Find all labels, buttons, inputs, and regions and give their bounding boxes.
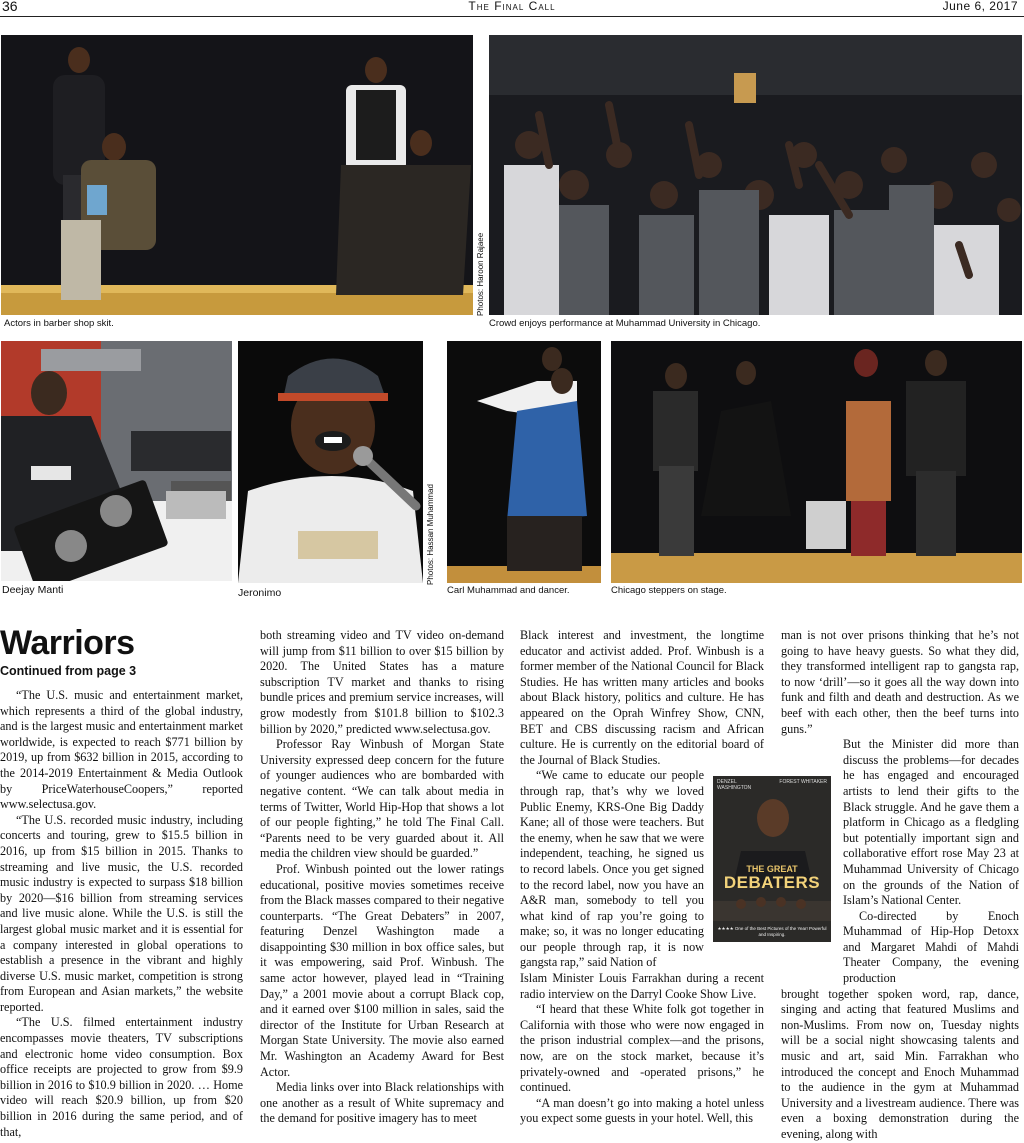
crowd-illustration [489, 35, 1022, 315]
issue-date: June 6, 2017 [942, 0, 1018, 13]
paragraph: “The U.S. music and entertainment market, which represents a third of the global industry, and is the largest music and entertainment market worldwide, is expected to reach $771 billion by 2019, up from $632 billion in 2015, according to the 2014-2019 Entertainment & Media Outlook by PriceWaterhouseCoopers,” reported www.selectusa.gov. [0, 688, 243, 812]
paragraph: “A man doesn’t go into making a hotel unless you expect some guests in your hotel. Well, this [520, 1095, 764, 1126]
paragraph: man is not over prisons thinking that he’s not going to have heavy guests. So what they did, they transformed intelligent rap to gangsta rap, to now ‘drill’—so it goes all the way down into funk and filth and death and destruction. As we beef with each other, then the beef turns into guns.” [781, 628, 1019, 736]
barber-shop-illustration [1, 35, 473, 315]
carl-muhammad-photo [447, 341, 601, 583]
paragraph: But the Minister did more than discuss the problems—for decades he has engaged and encouraged artists to lend their gifts to the Black struggle. And he gave them a platform in Chicago as a fledgling but potentially important sign and collaborative effort rose May 23 at Muhammad University of Chicago on the grounds of the Nation of Islam’s National Center. [843, 737, 1019, 908]
paragraph: “I heard that these White folk got together in California with those who were now engaged in the prison industrial complex—and the prisons, now, are on the stock market, because it’s privately-owned and -operated prisons,” he continued. [520, 1002, 764, 1095]
page-header [0, 0, 1024, 17]
poster-title-top: THE GREAT [746, 864, 798, 874]
steppers-illustration [611, 341, 1022, 583]
paragraph: Media links over into Black relationships with one another as a result of White supremacy and the demand for positive imagery has to meet [260, 1080, 504, 1126]
jeronimo-photo-caption: Jeronimo [238, 587, 282, 599]
paragraph: “The U.S. filmed entertainment industry encompasses movie theaters, TV subscriptions and electronic home video consumption. Box office receipts are projected to grow from $9.9 billion in 2016 to $10.9 billion in 2020. … Home video will reach $20.9 billion, up from $20 billion in 2016 during the same period, and of that, [0, 1015, 243, 1139]
crowd-photo-caption: Crowd enjoys performance at Muhammad University in Chicago. [489, 318, 761, 329]
paragraph: Black interest and investment, the longtime educator and activist added. Prof. Winbush is a former member of the National Council for Black Studies. He has written many articles and books about Black history, politics and culture. He has appeared on the Oprah Winfrey Show, CNN, BET and CBS discussing racism and African culture. He is currently on the editorial board of the Journal of Black Studies. [520, 628, 764, 767]
article-column-2 [260, 628, 504, 1127]
poster-actor-left: DENZEL WASHINGTON [717, 779, 752, 791]
deejay-photo [1, 341, 232, 581]
paragraph: Professor Ray Winbush of Morgan State University expressed deep concern for the future of younger audiences who are bombarded with negative content. “We can talk about media in terms of Twitter, World Hip-Hop that shows a lot of our people fighting,” he told The Final Call. “Parents need to be very guarded about it. All media the children view should be guarded.” [260, 737, 504, 861]
steppers-photo [611, 341, 1022, 583]
paragraph: both streaming video and TV video on-demand will jump from $11 billion to over $15 billion by 2020. The United States has a mature subscription TV market and thanks to rising bundle prices and premium service increases, will grow modestly from $101.8 billion to $102.3 billion by 2020,” predicted www.selectusa.gov. [260, 628, 504, 736]
article-column-4 [781, 628, 1019, 1143]
page-number: 36 [2, 0, 18, 14]
publication-name: The Final Call [468, 0, 556, 13]
deejay-illustration [1, 341, 232, 581]
paragraph: brought together spoken word, rap, dance, singing and acting that featured Muslims and non-Muslims. From now on, Tuesday nights will be a social night showcasing talents and music and art, said Min. Farrakhan who introduced the concept and Enoch Muhammad to the audience in the gym at Muhammad University and a livestream audience. There was even a boxing demonstration during the evening, along with [781, 986, 1019, 1141]
paragraph: Islam Minister Louis Farrakhan during a recent radio interview on the Darryl Cooke Show Live. [520, 971, 764, 1001]
deejay-photo-caption: Deejay Manti [2, 584, 64, 596]
poster-tagline: ★★★★ One of the Best Pictures of the Year! Powerful and Inspiring. [717, 926, 827, 937]
steppers-photo-caption: Chicago steppers on stage. [611, 585, 727, 596]
barber-shop-photo [1, 35, 473, 315]
jeronimo-photo [238, 341, 423, 583]
poster-title-bottom: DEBATERS [723, 873, 821, 892]
barber-photo-caption: Actors in barber shop skit. [4, 318, 114, 329]
paragraph: Prof. Winbush pointed out the lower ratings educational, positive movies sometimes receive from the Black masses compared to their negative counterparts. “The Great Debaters” in 2007, featuring Denzel Washington made a disappointing $30 million in box office sales, but it was empowering, said Prof. Winbush. The same actor however, played lead in “Training Day,” a 2001 movie about a corrupt Black cop, and it earned over $100 million in sales, said the director of the Institute for Urban Research at Morgan State University. The movie also earned Mr. Washington an Academy Award for Best Actor. [260, 861, 505, 1079]
article-headline: Warriors [0, 624, 135, 662]
crowd-photo-credit: Photos: Haroon Rajaee [476, 232, 485, 316]
carl-illustration [447, 341, 601, 583]
continued-from-label: Continued from page 3 [0, 664, 137, 678]
paragraph: “The U.S. recorded music industry, including concerts and touring, grew to $15.5 billion in 2016, up from $15 billion in 2015. Thanks to streaming and live music, the U.S. recorded music industry is expected to surpass $18 billion by 2020—$16 billion from streaming services and live music alone. While the U.S. is still the largest global music market and it is essential for a company interested in global operations to establish a presence in the vibrant and highly diverse U.S. music market, competition is strong from European and Asian markets,” the website reported. [0, 812, 243, 1014]
poster-actor-right: FOREST WHITAKER [779, 779, 827, 785]
carl-photo-caption: Carl Muhammad and dancer. [447, 585, 570, 596]
crowd-photo [489, 35, 1022, 315]
paragraph: Co-directed by Enoch Muhammad of Hip-Hop Detoxx and Margaret Mahdi of Mahdi Theater Company, the evening production [843, 908, 1019, 986]
paragraph: “We came to educate our people through rap, that’s why we loved Public Enemy, KRS-One Big Daddy Kane; all of those were teachers. But the enemy, when he saw that we were independent, teaching, he signed us to record labels. Once you get signed to the record label, now you have an A&R man, somebody to tell you what kind of rap you’re going to make; so, it was no longer educating our people through rap, it is now gangsta rap,” said Nation of [520, 768, 704, 970]
jeronimo-photo-credit: Photos: Hassan Muhammad [426, 484, 435, 585]
article-column-1 [0, 688, 243, 1140]
jeronimo-illustration [238, 341, 423, 583]
